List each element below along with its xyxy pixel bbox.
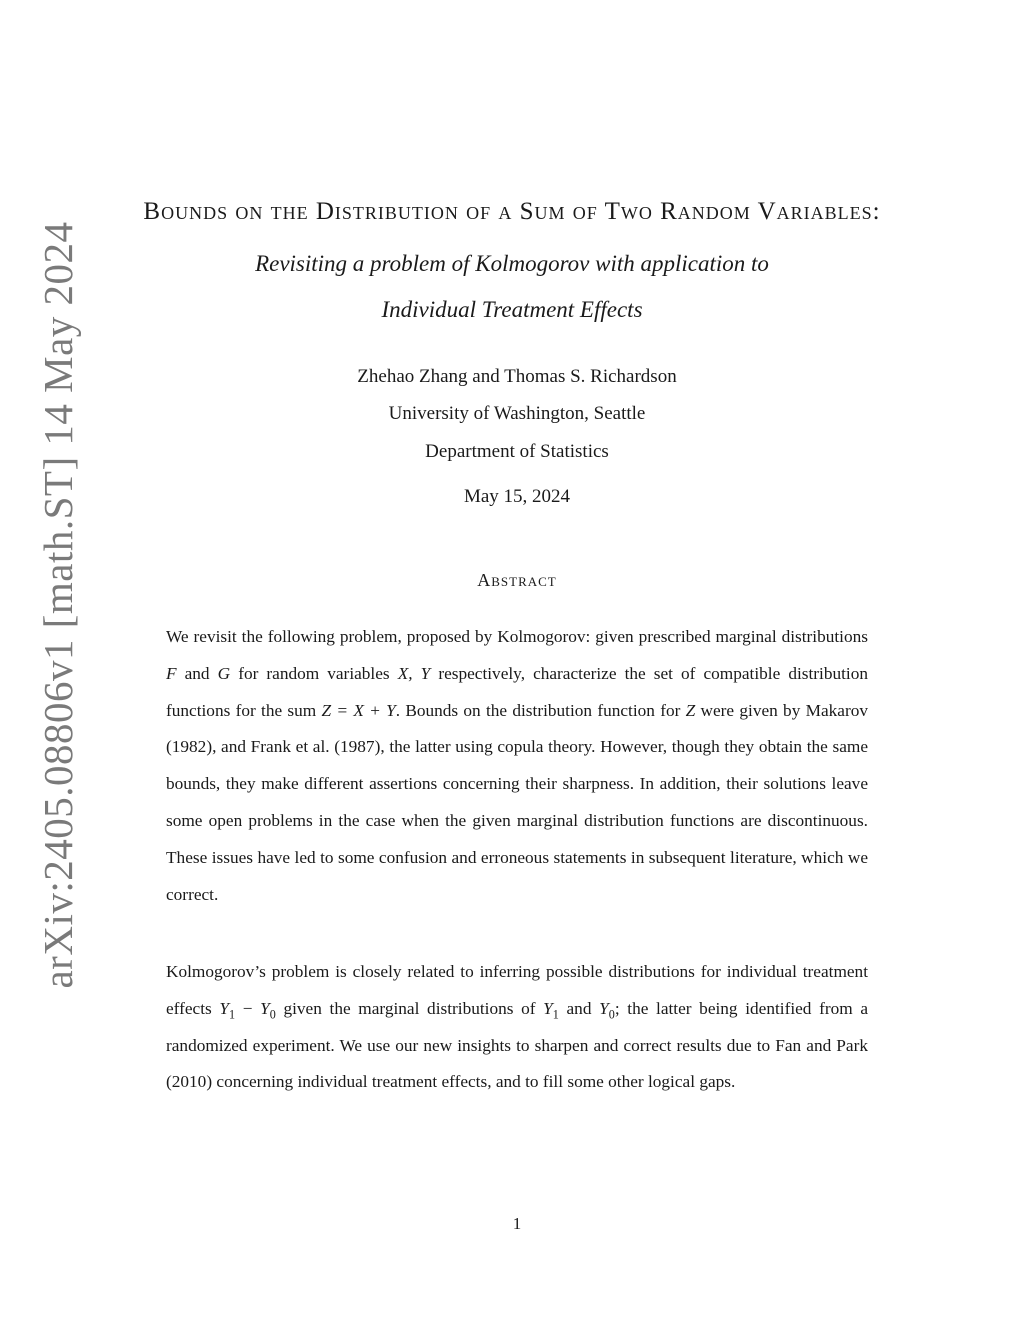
authors: Zhehao Zhang and Thomas S. Richardson: [357, 366, 677, 387]
affiliation: University of Washington, Seattle: [388, 403, 646, 424]
department: Department of Statistics: [425, 441, 609, 462]
abstract-paragraph-1: We revisit the following problem, proposed by Kolmogorov: given prescribed marginal distributions F and G for random variables X, Y respectively, characterize the set of compatible distribution functions for the sum Z = X + Y. Bounds on the distribution function for Z were given by Makarov (1982), and Frank et al. (1987), the latter using copula theory. However, though they obtain the same bounds, they make different assertions concerning their sharpness. In addition, their solutions leave some open problems in the case when the given marginal distribution functions are discontinuous. These issues have led to some confusion and erroneous statements in subsequent literature, which we correct.: [166, 627, 869, 904]
abstract-paragraph-2: Kolmogorov’s problem is closely related to inferring possible distributions for individual treatment effects $Y_1 - Y_0$ given the marginal distributions of $Y_1$ and $Y_0$; the latter being identified from a randomized experiment. We use our new insights to sharpen and correct results due to Fan and Park (2010) concerning individual treatment effects, and to fill some other logical gaps.: [166, 962, 869, 1092]
abstract-heading: Abstract: [477, 570, 557, 590]
date: May 15, 2024: [463, 486, 571, 507]
page-number: 1: [512, 1214, 522, 1233]
paper-subtitle-line-1: Revisiting a problem of Kolmogorov with application to: [255, 251, 769, 276]
paper-title: Bounds on the Distribution of a Sum of Two Random Variables:: [143, 198, 881, 225]
paper-subtitle-line-2: Individual Treatment Effects: [381, 297, 643, 322]
arxiv-stamp: arXiv:2405.08806v1 [math.ST] 14 May 2024: [35, 221, 81, 989]
